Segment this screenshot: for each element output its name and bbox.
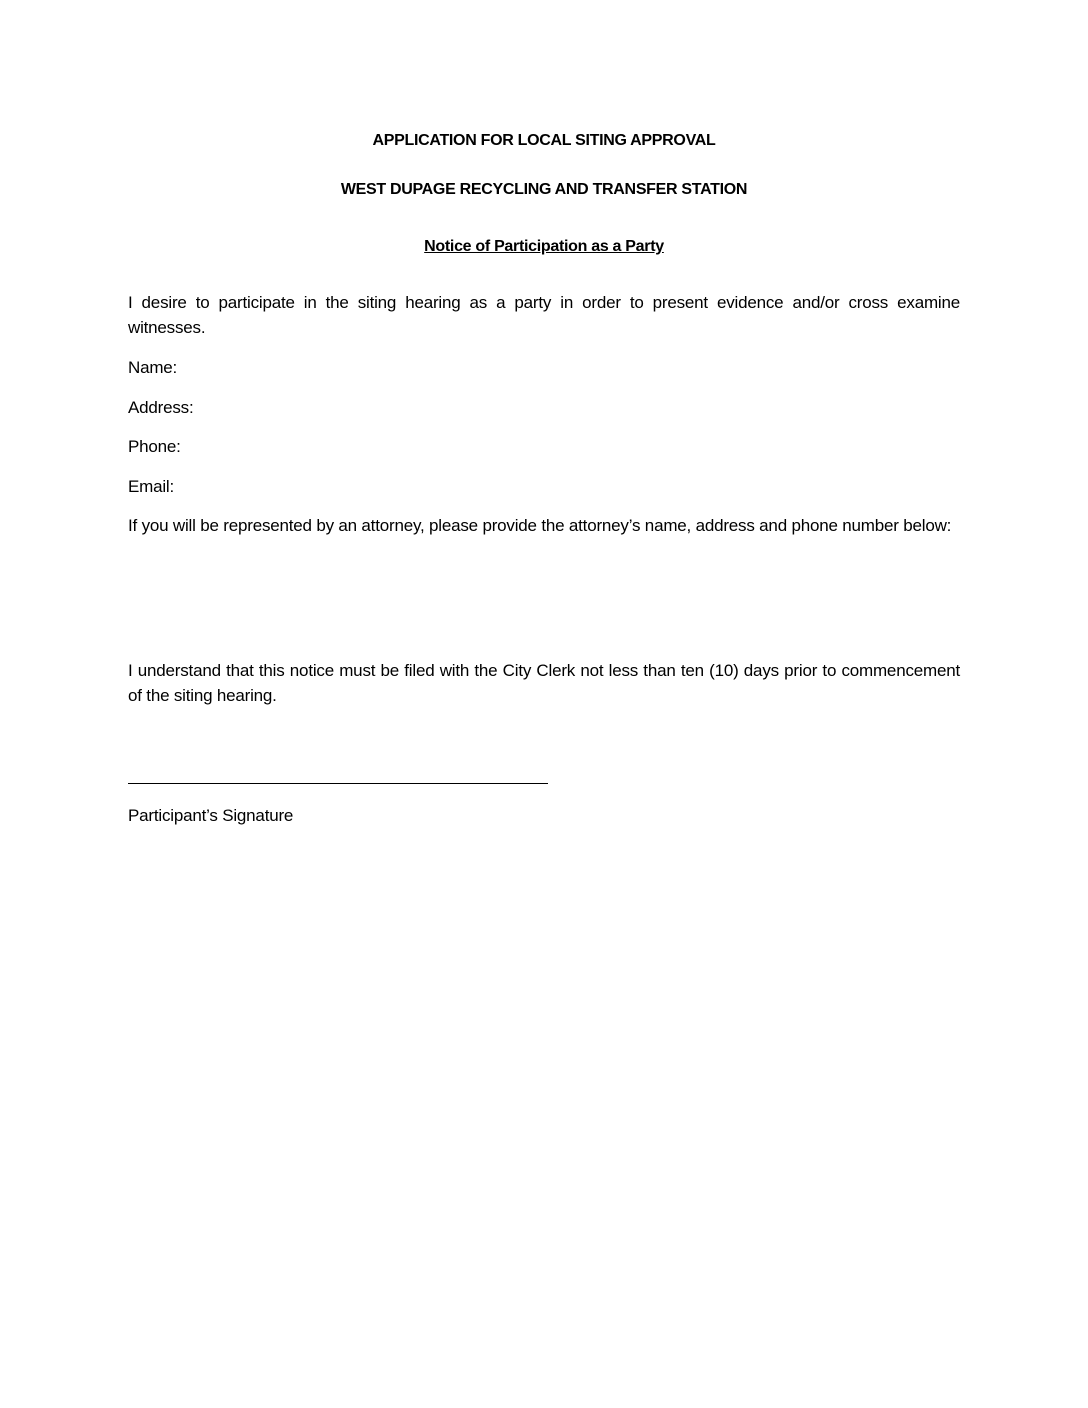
- document-title: APPLICATION FOR LOCAL SITING APPROVAL: [372, 132, 716, 149]
- email-field-label: Email:: [128, 477, 175, 496]
- signature-line: [128, 783, 548, 784]
- filing-notice-paragraph: I understand that this notice must be filed with the City Clerk not less than ten (10) days prior to commencement of the siting hearing.: [128, 661, 960, 705]
- address-field-label: Address:: [128, 398, 194, 417]
- phone-field-label: Phone:: [128, 437, 181, 456]
- section-heading: Notice of Participation as a Party: [424, 238, 664, 255]
- intro-paragraph: I desire to participate in the siting hearing as a party in order to present evidence and/or cross examine witnesses.: [128, 293, 960, 337]
- signature-label: Participant’s Signature: [128, 806, 294, 825]
- name-field-label: Name:: [128, 358, 178, 377]
- document-subtitle: WEST DUPAGE RECYCLING AND TRANSFER STATION: [340, 181, 748, 198]
- attorney-paragraph: If you will be represented by an attorney, please provide the attorney’s name, address and phone number below:: [128, 516, 952, 535]
